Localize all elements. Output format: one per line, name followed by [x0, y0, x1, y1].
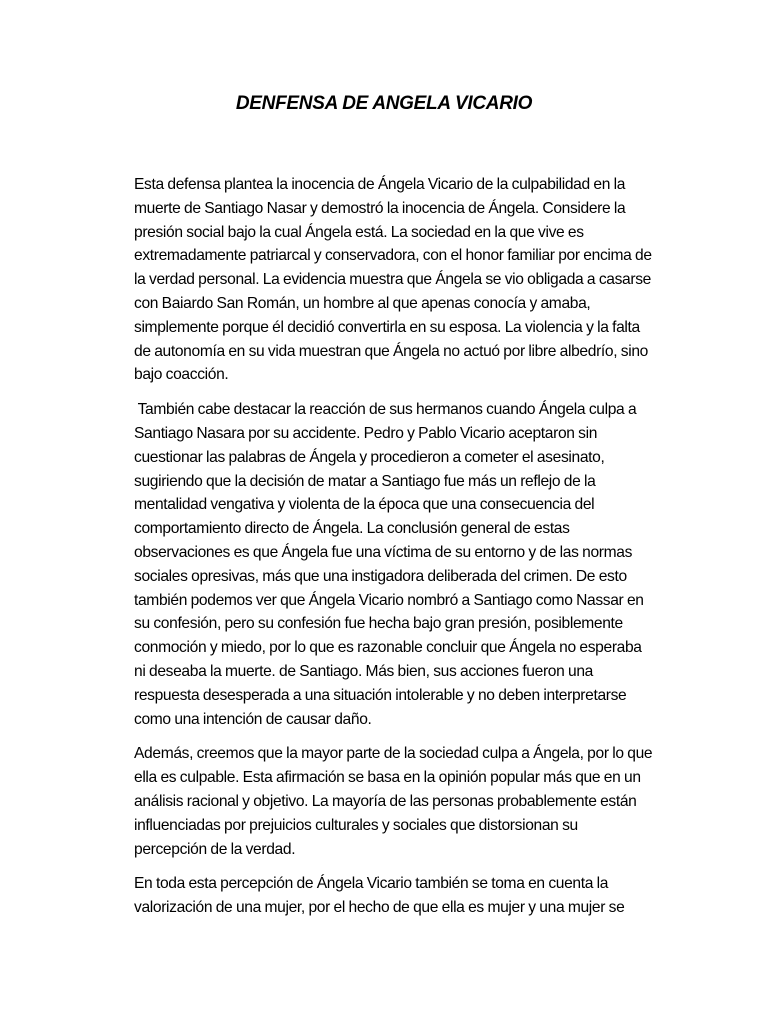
paragraph-2: También cabe destacar la reacción de sus hermanos cuando Ángela culpa a Santiago Nasara por su accidente. Pedro y Pablo Vicario aceptaron sin cuestionar las palabras de Ángela y procedieron a cometer el asesinato, sugiriendo que la decisión de matar a Santiago fue más un reflejo de la mentalidad vengativa y violenta de la época que una consecuencia del comportamiento directo de Ángela. La conclusión general de estas observaciones es que Ángela fue una víctima de su entorno y de las normas sociales opresivas, más que una instigadora deliberada del crimen. De esto también podemos ver que Ángela Vicario nombró a Santiago como Nassar en su confesión, pero su confesión fue hecha bajo gran presión, posiblemente conmoción y miedo, por lo que es razonable concluir que Ángela no esperaba ni deseaba la muerte. de Santiago. Más bien, sus acciones fueron una respuesta desesperada a una situación intolerable y no deben interpretarse como una intención de causar daño. [134, 401, 644, 728]
paragraph-4: En toda esta percepción de Ángela Vicario también se toma en cuenta la valorización de una mujer, por el hecho de que ella es mujer y una mujer se [134, 875, 625, 917]
paragraph-1: Esta defensa plantea la inocencia de Ángela Vicario de la culpabilidad en la muerte de Santiago Nasar y demostró la inocencia de Ángela. Considere la presión social bajo la cual Ángela está. La sociedad en la que vive es extremadamente patriarcal y conservadora, con el honor familiar por encima de la verdad personal. La evidencia muestra que Ángela se vio obligada a casarse con Baiardo San Román, un hombre al que apenas conocía y amaba, simplemente porque él decidió convertirla en su esposa. La violencia y la falta de autonomía en su vida muestran que Ángela no actuó por libre albedrío, sino bajo coacción. [134, 176, 652, 384]
paragraph-3: Además, creemos que la mayor parte de la sociedad culpa a Ángela, por lo que ella es culpable. Esta afirmación se basa en la opinión popular más que en un análisis racional y objetivo. La mayoría de las personas probablemente están influenciadas por prejuicios culturales y sociales que distorsionan su percepción de la verdad. [134, 745, 653, 858]
document-title: DENFENSA DE ANGELA VICARIO [235, 93, 533, 114]
document-body [134, 173, 654, 931]
